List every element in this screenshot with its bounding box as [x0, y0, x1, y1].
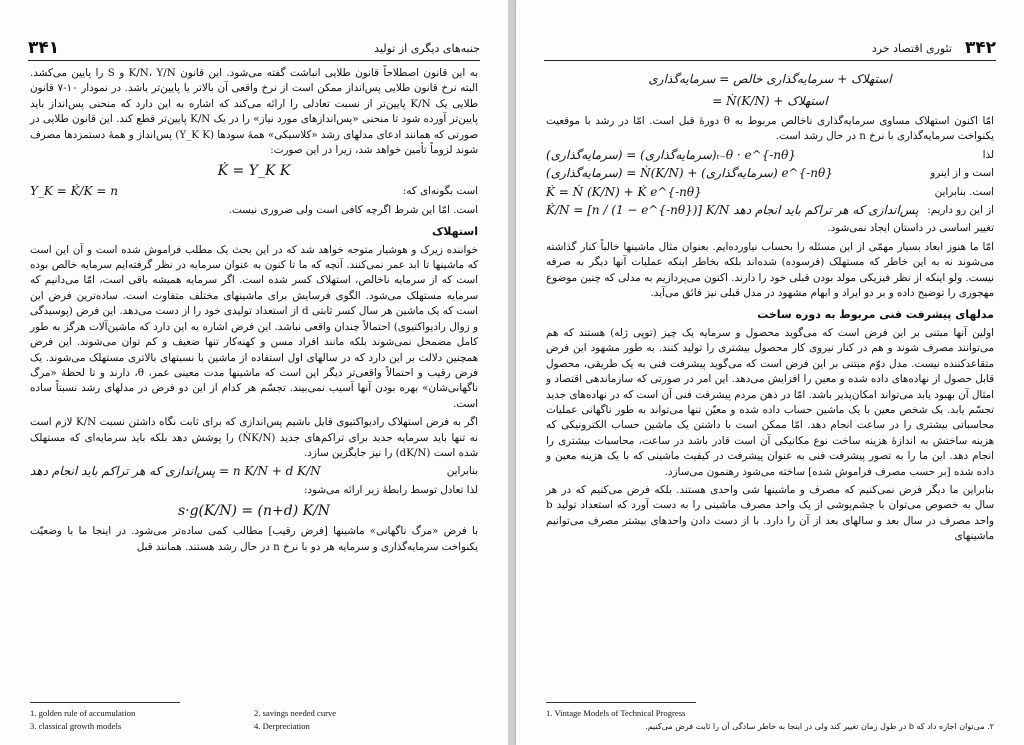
paragraph: تغییر اساسی در داستان ایجاد نمی‌شود. — [827, 222, 994, 235]
equation: K̇ = Ṅ (K/N) + K̇ e^{-nθ} — [546, 184, 702, 199]
paragraph: امّا ما هنوز ابعاد بسیار مهمّی از این مسئله را بحساب نیاورده‌ایم. بعنوان مثال ماشینها خالباً کنار گذاشته می‌شوند نه به این خاطر که مستهلک (فرسوده) شده‌اند بلکه بخاطر اینکه عملیات آنها دیگر به صرفه نیست. ولو اینکه از نظر فیزیکی مولد بودن قبلی خود را دارند. اکنون می‌پردازیم به مدلی که چنین موضوع مهجوری را توضیح داده و بر دو ایراد و ابهام مشهود در مدل قبلی نیز فائق می‌آید. — [546, 240, 994, 300]
equation-row — [30, 184, 478, 199]
equation: استهلاک + سرمایه‌گذاری خالص = سرمایه‌گذاری — [648, 72, 892, 86]
left-footnotes — [30, 702, 478, 733]
equation-label: از این رو داریم: — [927, 204, 994, 217]
footnote-rule — [546, 702, 696, 703]
equation-row — [546, 185, 994, 200]
equation-label: است بگونه‌ای که: — [402, 185, 478, 198]
paragraph: با فرض «مرگ ناگهانی» ماشینها [فرض رقیب] مطالب کمی ساده‌تر می‌شود. در اینجا ما با وضعیّت یکنواخت سرمایه‌گذاری و سرمایه هر دو با نرخ n در حال رشد هستند. همانند قبل — [30, 525, 478, 553]
equation: پس‌اندازی که هر تراکم باید انجام دهد = n K/N + d K/N — [30, 464, 321, 479]
paragraph: است. امّا این شرط اگرچه کافی است ولی ضروری نیست. — [228, 203, 478, 216]
left-page-header — [28, 38, 480, 61]
equation: = Ṅ(K/N) + استهلاک — [712, 94, 828, 108]
equation-row — [546, 203, 994, 218]
equation-label: بنابراین — [446, 465, 478, 478]
right-page-body — [546, 66, 994, 548]
equation: (سرمایه‌گذاری) = (سرمایه‌گذاری)ₜ₋θ · e^{-nθ} — [546, 147, 796, 162]
paragraph: لذا تعادل توسط رابطهٔ زیر ارائه می‌شود: — [303, 483, 478, 496]
footnote-rule — [30, 702, 180, 703]
footnote: 1. Vintage Models of Technical Progress — [546, 708, 686, 718]
right-running-title: تئوری اقتصاد خرد — [871, 42, 952, 55]
left-page — [0, 0, 508, 745]
right-page — [516, 0, 1024, 745]
section-heading: مدلهای پیشرفت فنی مربوط به دوره ساخت — [757, 308, 994, 322]
right-page-number: ۳۴۲ — [964, 38, 996, 58]
equation-row — [546, 166, 994, 181]
equation-row — [546, 148, 994, 163]
equation: Y_K = K̇/K = n — [30, 184, 118, 199]
equation: K̇/N = [n / (1 − e^{-nθ})] K/N پس‌اندازی که هر تراکم باید انجام دهد — [546, 203, 919, 218]
footnote: 1. golden rule of accumulation — [30, 708, 136, 718]
left-page-number: ۳۴۱ — [28, 38, 60, 58]
equation: K̇ = Y_K K — [217, 163, 291, 180]
paragraph: امّا اکنون استهلاک مساوی سرمایه‌گذاری ناخالص مربوط به θ دورهٔ قبل است. امّا در رشد با موقعیت یکنواخت سرمایه‌گذاری با نرخ n در حال رشد است. — [546, 115, 994, 143]
right-page-header — [544, 38, 996, 61]
paragraph: اگر به فرض استهلاک رادیواکتیوی قایل باشیم پس‌اندازی که برای ثابت نگاه داشتن نسبت K/N لازم است نه تنها باید سرمایه جدید برای تراکم‌های جدید (ṄK/N) را پوشش دهد بلکه باید سرمایه‌ای که مستهلک شده است (dK/N) را نیز جایگزین سازد. — [30, 416, 478, 459]
equation: (سرمایه‌گذاری) = Ṅ(K/N) + (سرمایه‌گذاری) e^{-nθ} — [546, 166, 833, 181]
footnote: 4. Derpreciation — [254, 721, 310, 731]
equation-label: است. بنابراین — [934, 185, 994, 198]
section-heading: استهلاک — [432, 225, 478, 239]
paragraph: خواننده زیرک و هوشیار متوجه خواهد شد که در این بحث یک مطلب فراموش شده است و آن این است که ماشینها تا ابد عمر نمی‌کنند. آنچه که ما تا کنون به عنوان سرمایه در نظر گرفته‌ایم سرمایه خالص بوده است که از سرمایه ناخالص، استهلاک کسر شده است. اگر سرمایه همیشه باقی است، امّا می‌دانیم که سرمایه مستهلک می‌شود. الگوی فرسایش برای ماشینهای مختلف متفاوت است. ساده‌ترین فرض این است که یک ماشین هر سال کسر ثابتی d از استعداد تولیدی خود را از دست می‌دهد. این فرض (پوسیدگی و زوال رادیواکتیوی) احتمالاً چندان واقعی نباشد. این فرض اشاره به این دارد که ماشین‌آلات هرگز به طور کامل مضمحل نمی‌شوند بلکه مانند افراد مسن و کهنه‌کار تنها ضعیف و کم توان می‌شوند. این فرض همچنین دلالت بر این دارد که در سالهای اول استفاده از ماشین با نسبتهای بالاتری مستهلک می‌شوند. یک فرض رقیب و احتمالاً واقعی‌تر دیگر این است که ماشینها مدت معینی عمر، θ، دارند و تا لحظهٔ «مرگ ناگهانی‌شان» بهره بودن آنها آسیب نمی‌بیند. تجسّم هر کدام از این دو فرض در مدلهای رشد نسبتاً ساده است. — [30, 243, 478, 410]
paragraph: بنابراین ما دیگر فرض نمی‌کنیم که مصرف و ماشینها شی واحدی هستند. بلکه فرض می‌کنیم که در هر سال به خصوص می‌توان با چشم‌پوشی از یک واحد مصرف ماشینی را به دست آورد که استعداد تولید b واحد مصرف در سال بعد و سالهای بعد از آن را دارد. با از دست دادن واحدهای بیشتر مصرف می‌توانیم ماشینهای — [546, 483, 994, 543]
right-footnotes — [546, 702, 994, 733]
footnote: ۲. می‌توان اجازه داد که b در طول زمان تغییر کند ولی در اینجا به خاطر سادگی آن را ثابت فرض می‌کنیم. — [645, 722, 994, 731]
left-running-title: جنبه‌های دیگری از تولید — [374, 42, 480, 55]
equation: s·g(K/N) = (n+d) K/N — [177, 503, 331, 520]
left-page-body — [30, 66, 478, 558]
footnote: 3. classical growth models — [30, 721, 122, 731]
equation-row — [30, 464, 478, 479]
equation-label: است و از اینرو — [930, 167, 994, 180]
book-gutter — [508, 0, 516, 745]
paragraph: اولین آنها مبتنی بر این فرض است که می‌گوید محصول و سرمایه یک چیز (توپی ژله) هستند که هم می‌توانند مصرف شوند و هم در کنار نیروی کار محصول بیشتری را تولید کنند. به طور مشهود این فرض متقاعدکننده نیست. مدل دوّم مبتنی بر این فرض است که می‌گوید پیشرفت فنی به یک طریقی، محصول قابل حصول از نهاده‌های داده شده و معین را افزایش می‌دهد. این امر در صورتی که سازماندهی اقتصاد و امثال آن بهبود یابد می‌تواند امکان‌پذیر باشد. امّا در ذهن مردم پیشرفت فنی آن است که در نهاده‌های جدید تجسّم یابد. یک شخص معین با یک ماشین حساب داده شده و معیّن تنها می‌تواند به طور ناگهانی عملیات محاسباتی بیشتری را در ساعت انجام دهد. امّا ممکن است با داشتن یک ماشین حساب الکترونیکی که هزینه ساختش به اندازهٔ هزینه ساخت نوع مکانیکی آن است قادر باشد در ساعت، محاسبات بیشتری را انجام دهد. این ما را به تصور پیشرفت فنی به عنوان پیشرفت در کیفیت ماشینی که با یک هزینه معین و داده شده [بر حسب مصرف فراموش شده] ساخته می‌شود رهنمون می‌سازد. — [546, 326, 994, 478]
paragraph: به این قانون اصطلاحاً قانون طلایی انباشت گفته می‌شود. این قانون K/N، Y/N و S را پایین می‌کشد. البته نرخ قانون طلایی پس‌انداز ممکن است از نرخ واقعی آن بالاتر یا پایین‌تر باشد. در نمودار ۱۰-۷ قانون طلایی یک K/N پایین‌تر از نسبت تعادلی را ارائه می‌کند که اشاره به این دارد که منحنی پس‌انداز باید پایین‌تر آورده شود تا منحنی «پس‌اندازهای مورد نیاز» را در یک K/N پایین‌تر قطع کند. این قانون طلایی در صورتی که همانند ادعای مدلهای رشد «کلاسیکی» همهٔ سودها (Y_K K) پس‌انداز و همهٔ دستمزدها مصرف شوند لزوماً تأمین خواهد شد، زیرا در این صورت: — [30, 67, 479, 157]
footnote: 2. savings needed curve — [254, 708, 337, 718]
equation-label: لذا — [982, 148, 994, 161]
